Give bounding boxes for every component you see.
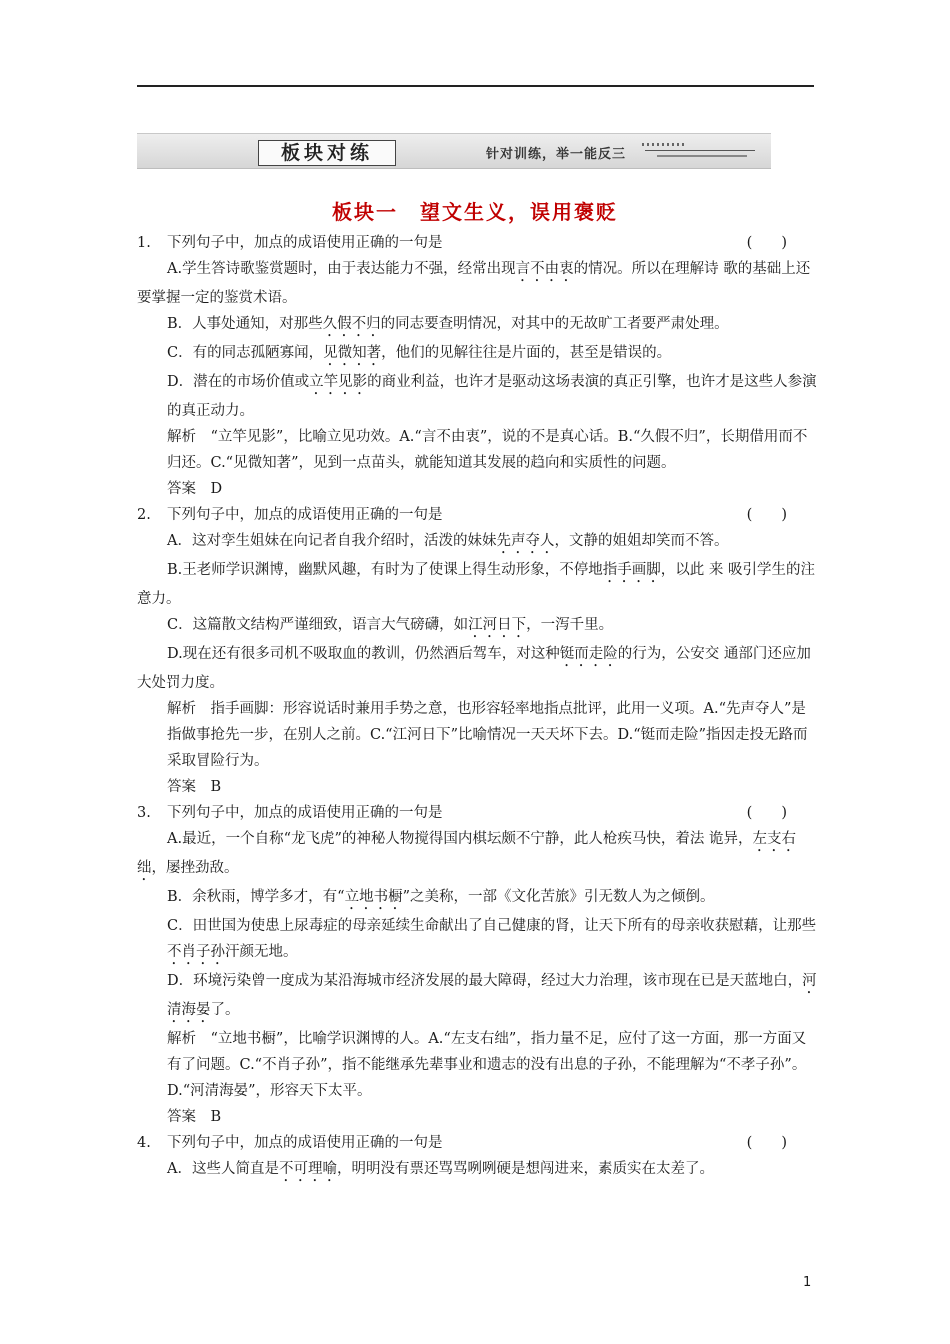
idiom: 江河日下 [468, 617, 527, 633]
idiom: 久假不归 [322, 316, 381, 332]
option-d: D．环境污染曾一度成为某沿海城市经济发展的最大障碍，经过大力治理，该市现在已是天蓝地白，河清海晏了。 [167, 973, 817, 1018]
banner-decoration [657, 155, 747, 157]
option-c: C．这篇散文结构严谨细致，语言大气磅礴，如江河日下，一泻千里。 [167, 617, 614, 633]
banner-title: 板块对练 [258, 140, 396, 166]
top-rule [137, 85, 814, 87]
banner-subtitle: 针对训练，举一能反三 [486, 147, 627, 162]
section-banner [137, 133, 771, 169]
option-c: C．田世国为使患上尿毒症的母亲延续生命献出了自己健康的肾，让天下所有的母亲收获慰藉，让那些不肖子孙汗颜无地。 [167, 918, 817, 960]
option-d: D．潜在的市场价值或立竿见影的商业利益，也许才是驱动这场表演的真正引擎，也许才是这些人参演的真正动力。 [167, 374, 817, 419]
question-4 [137, 1130, 817, 1185]
answer: 答案 D [167, 481, 223, 497]
option-b: B.王老师学识渊博，幽默风趣，有时为了使课上得生动形象，不停地指手画脚，以此 来 吸引学生的注意力。 [137, 562, 815, 607]
option-b: B．余秋雨，博学多才，有“立地书橱”之美称，一部《文化苦旅》引无数人为之倾倒。 [167, 889, 715, 905]
idiom: 左支右绌 [137, 831, 797, 876]
section-title: 板块一 望文生义，误用褒贬 [332, 200, 618, 224]
explanation: 解析 “立竿见影”，比喻立见功效。A.“言不由衷”，说的不是真心话。B.“久假不归”，长期借用而不归还。C.“见微知著”，见到一点苗头，就能知道其发展的趋向和实质性的问题。 [167, 429, 808, 471]
idiom: 不肖子孙 [167, 944, 225, 960]
explanation: 解析 指手画脚：形容说话时兼用手势之意，也形容轻率地指点批评，此用一义项。A.“先声夺人”是指做事抢先一步，在别人之前。C.“江河日下”比喻情况一天天坏下去。D.“铤而走险”指因走投无路而采取冒险行为。 [167, 701, 808, 769]
option-a: A.学生答诗歌鉴赏题时，由于表达能力不强，经常出现言不由衷的情况。所以在理解诗 歌的基础上还要掌握一定的鉴赏术语。 [137, 261, 811, 306]
idiom: 铤而走险 [559, 646, 618, 662]
answer: 答案 B [167, 1109, 222, 1125]
answer-blank: ( ) [746, 1135, 787, 1151]
idiom: 先声夺人 [496, 533, 555, 549]
option-b: B．人事处通知，对那些久假不归的同志要查明情况，对其中的无故旷工者要严肃处理。 [167, 316, 729, 332]
question-3 [137, 800, 817, 1130]
idiom: 指手画脚 [602, 562, 661, 578]
answer-blank: ( ) [746, 805, 787, 821]
question-stem: 1. 下列句子中，加点的成语使用正确的一句是 [137, 235, 443, 251]
banner-decoration [642, 143, 687, 146]
banner-decoration [645, 150, 755, 151]
question-stem: 4. 下列句子中，加点的成语使用正确的一句是 [137, 1135, 443, 1151]
option-c: C．有的同志孤陋寡闻，见微知著，他们的见解往往是片面的，甚至是错误的。 [167, 345, 672, 361]
answer-blank: ( ) [746, 235, 787, 251]
question-2 [137, 502, 817, 800]
question-list [137, 230, 817, 1185]
option-a: A．这对孪生姐妹在向记者自我介绍时，活泼的妹妹先声夺人，文静的姐姐却笑而不答。 [167, 533, 729, 549]
answer: 答案 B [167, 779, 222, 795]
option-d: D.现在还有很多司机不吸取血的教训，仍然酒后驾车，对这种铤而走险的行为，公安交 通部门还应加大处罚力度。 [137, 646, 811, 691]
question-stem: 2. 下列句子中，加点的成语使用正确的一句是 [137, 507, 443, 523]
idiom: 河清海晏 [167, 973, 817, 1018]
idiom: 言不由衷 [515, 261, 574, 277]
idiom: 见微知著 [323, 345, 382, 361]
page-number: 1 [803, 1275, 812, 1290]
idiom: 不可理喻 [278, 1161, 337, 1177]
answer-blank: ( ) [746, 507, 787, 523]
idiom: 立竿见影 [309, 374, 368, 390]
question-stem: 3. 下列句子中，加点的成语使用正确的一句是 [137, 805, 443, 821]
question-1 [137, 230, 817, 502]
explanation: 解析 “立地书橱”，比喻学识渊博的人。A.“左支右绌”，指力量不足，应付了这一方面，那一方面又有了问题。C.“不肖子孙”，指不能继承先辈事业和遗志的没有出息的子孙，不能理解为“不孝子孙”。D.“河清海晏”，形容天下太平。 [167, 1031, 807, 1099]
option-a: A.最近，一个自称“龙飞虎”的神秘人物搅得国内棋坛颇不宁静，此人枪疾马快，着法 诡异，左支右绌，屡挫劲敌。 [137, 831, 797, 876]
idiom: 立地书橱 [344, 889, 403, 905]
option-a: A．这些人简直是不可理喻，明明没有票还骂骂咧咧硬是想闯进来，素质实在太差了。 [167, 1161, 714, 1177]
